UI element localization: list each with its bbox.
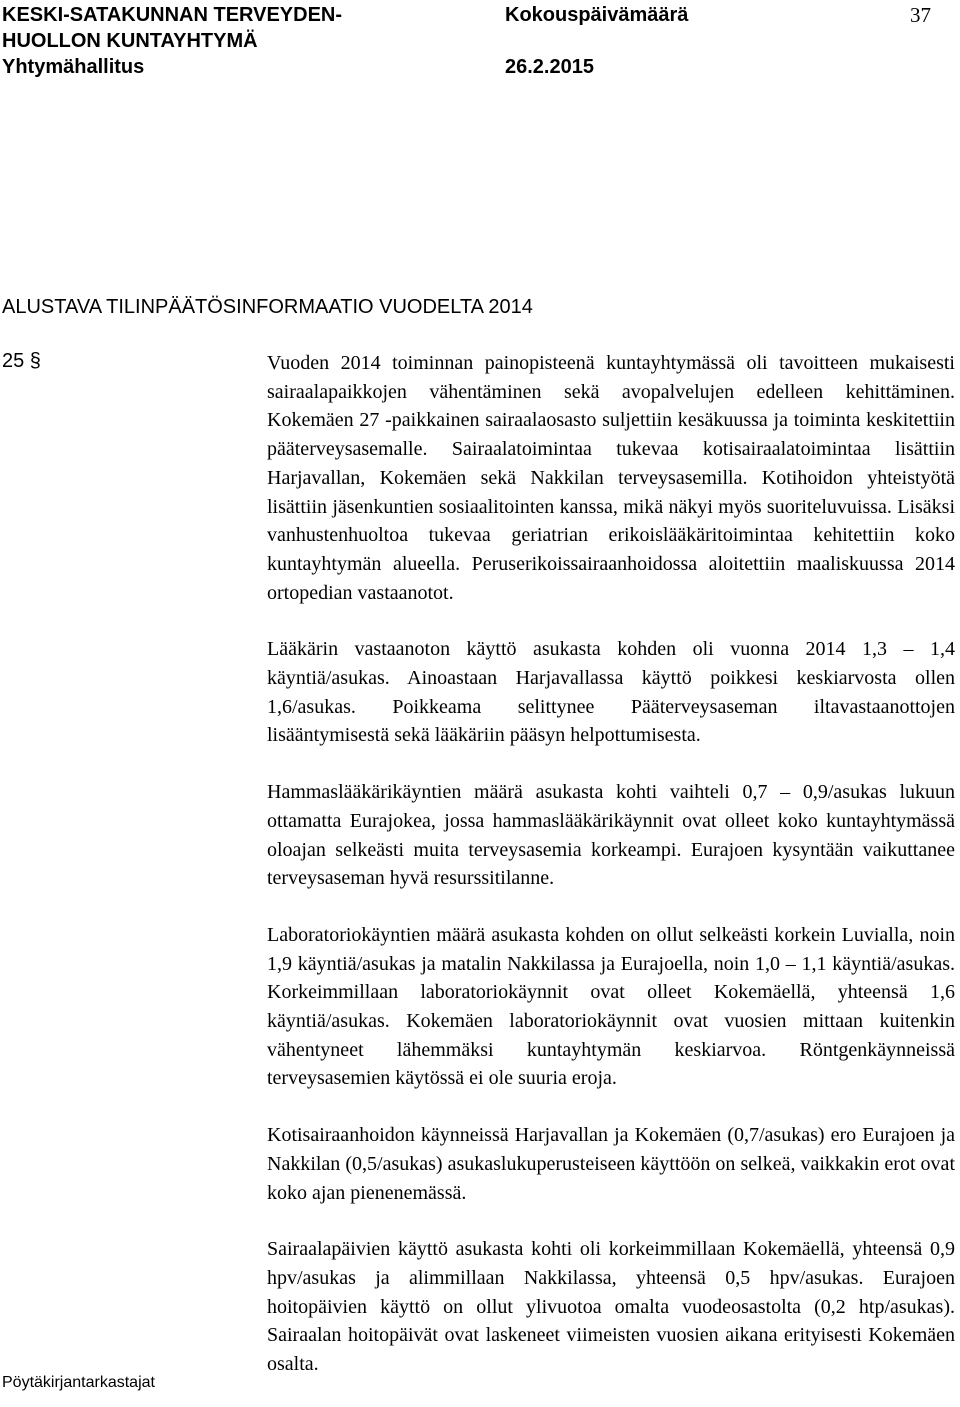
footer-reviewers-label: Pöytäkirjantarkastajat	[2, 1374, 155, 1391]
paragraph-dental-visits: Hammaslääkärikäyntien määrä asukasta kohti vaihteli 0,7 – 0,9/asukas lukuun ottamatta Eurajokea, jossa hammaslääkärikäynnit ovat olleet koko kuntayhtymässä oloajan selkeästi muita terveysasemia korkeampi. Eurajoen kysyntään vaikuttanee terveysaseman hyvä resurssitilanne.	[267, 781, 955, 890]
header-meeting-info	[505, 2, 688, 80]
meeting-date: 26.2.2015	[505, 56, 594, 78]
section-title: ALUSTAVA TILINPÄÄTÖSINFORMAATIO VUODELTA 2014	[2, 296, 533, 318]
paragraph-priorities: Vuoden 2014 toiminnan painopisteenä kuntayhtymässä oli tavoitteen mukaisesti sairaalapaikkojen vähentäminen sekä avopalvelujen edelleen kehittäminen. Kokemäen 27 -paikkainen sairaalaosasto suljettiin kesäkuussa ja toiminta keskitettiin pääterveysasemalle. Sairaalatoimintaa tukevaa kotisairaalatoimintaa lisättiin Harjavallan, Kokemäen sekä Nakkilan terveysasemilla. Kotihoidon yhteistyötä lisättiin jäsenkuntien sosiaalitointen kanssa, mikä näkyi myös suoriteluvuissa. Lisäksi vanhustenhuoltoa tukevaa geriatrian erikoislääkäritoimintaa kehitettiin koko kuntayhtymän alueella. Peruserikoissairaanhoidossa aloitettiin maaliskuussa 2014 ortopedian vastaanotot.	[267, 352, 955, 604]
page-number: 37	[910, 3, 931, 27]
item-body	[267, 349, 955, 1407]
meeting-date-label: Kokouspäivämäärä	[505, 4, 689, 26]
paragraph-hospital-days: Sairaalapäivien käyttö asukasta kohti oli korkeimmillaan Kokemäellä, yhteensä 0,9 hpv/asukas ja alimmillaan Nakkilassa, yhteensä 0,5 hpv/asukas. Eurajoen hoitopäivien käyttö on ollut ylivuotoa omalta vuodeosastolta (0,2 htp/asukas). Sairaalan hoitopäivät ovat laskeneet viimeisten vuosien aikana erityisesti Kokemäen osalta.	[267, 1238, 955, 1376]
item-number: 25 §	[2, 350, 41, 372]
paragraph-laboratory-visits: Laboratoriokäyntien määrä asukasta kohden on ollut selkeästi korkein Luvialla, noin 1,9 käyntiä/asukas ja matalin Nakkilassa ja Eurajoella, noin 1,0 – 1,1 käyntiä/asukas. Korkeimmillaan laboratoriokäynnit ovat olleet Kokemäellä, yhteensä 1,6 käyntiä/asukas. Kokemäen laboratoriokäynnit ovat vuosien mittaan kuitenkin vähentyneet lähemmäksi kuntayhtymän keskiarvoa. Röntgenkäynneissä terveysasemien käytössä ei ole suuria eroja.	[267, 923, 955, 1090]
paragraph-doctor-visits: Lääkärin vastaanoton käyttö asukasta kohden oli vuonna 2014 1,3 – 1,4 käyntiä/asukas. Ainoastaan Harjavallassa käyttö poikkesi keskiarvosta ollen 1,6/asukas. Poikkeama selittynee Pääterveysaseman iltavastaanottojen lisääntymisestä sekä lääkäriin pääsyn helpottumisesta.	[267, 638, 955, 747]
governing-body: Yhtymähallitus	[2, 56, 145, 78]
org-name-line2: HUOLLON KUNTAYHTYMÄ	[2, 30, 258, 52]
org-name-line1: KESKI-SATAKUNNAN TERVEYDEN-	[2, 4, 343, 26]
paragraph-home-care: Kotisairaanhoidon käynneissä Harjavallan ja Kokemäen (0,7/asukas) ero Eurajoen ja Nakkilan (0,5/asukas) asukaslukuperusteiseen käyttöön on selkeä, vaikkakin erot ovat koko ajan pienenemässä.	[267, 1124, 955, 1204]
header-organization	[2, 2, 342, 80]
